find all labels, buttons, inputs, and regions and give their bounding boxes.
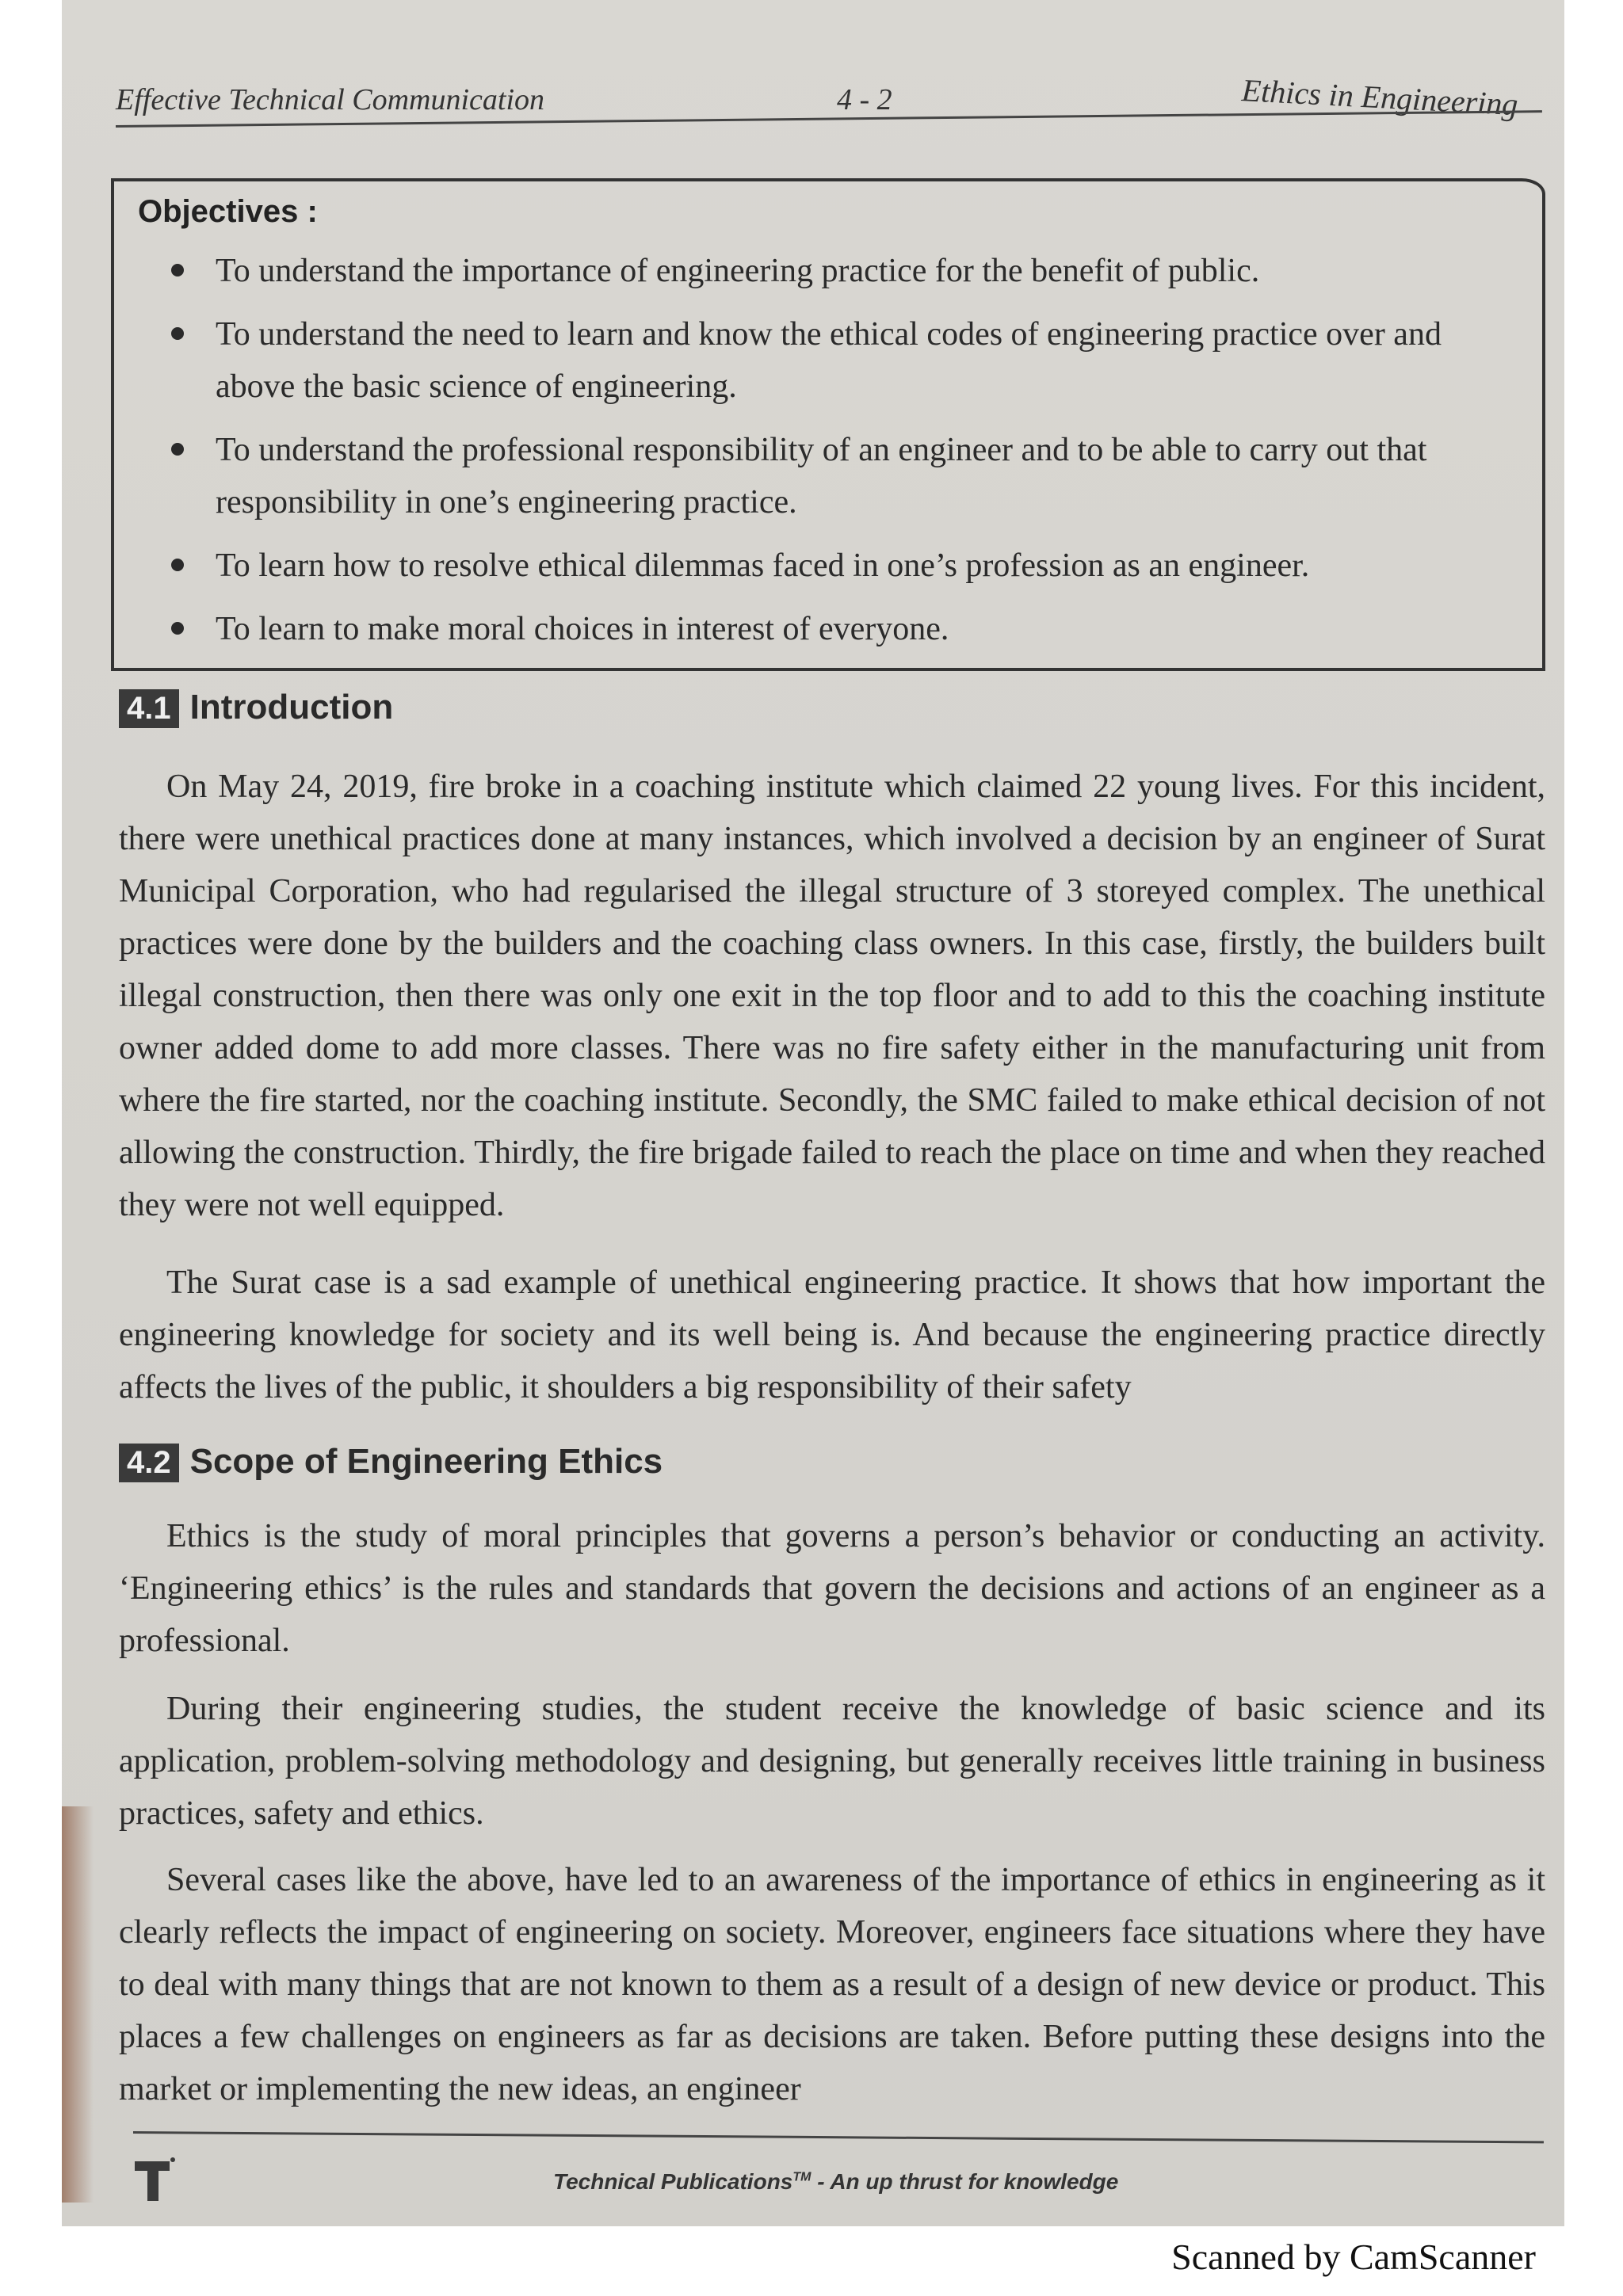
publisher-tagline: - An up thrust for knowledge (817, 2169, 1119, 2194)
book-title: Effective Technical Communication (116, 83, 545, 116)
objective-text: To learn how to resolve ethical dilemmas faced in one’s profession as an engineer. (216, 547, 1310, 584)
section-heading-introduction (119, 688, 393, 735)
objective-text: To learn to make moral choices in interest of everyone. (216, 611, 949, 647)
scanner-watermark: Scanned by CamScanner (1171, 2237, 1536, 2277)
objectives-title: Objectives : (138, 194, 318, 229)
bullet-icon (171, 443, 184, 456)
footer-rule (133, 2131, 1544, 2143)
bullet-icon (171, 264, 184, 277)
objectives-box (111, 178, 1545, 671)
objective-item (138, 424, 1517, 528)
objective-text: To understand the importance of engineering practice for the benefit of public. (216, 253, 1260, 289)
objective-item (138, 540, 1517, 592)
section-title: Introduction (189, 688, 394, 727)
publisher-name: Technical Publications (553, 2169, 793, 2194)
section-number: 4.2 (119, 1444, 179, 1482)
paragraph: Several cases like the above, have led to an awareness of the importance of ethics in engineering as it clearly reflects the impact of engineering on society. Moreover, engineers face situations where they have to deal with many things that are not known to them as a result of a design of new device or product. This places a few challenges on engineers as far as decisions are taken. Before putting these designs into the market or implementing the new ideas, an engineer (119, 1862, 1545, 2107)
objective-item (138, 308, 1517, 413)
footer-publisher (553, 2169, 1118, 2195)
scanned-page (62, 0, 1564, 2226)
paragraph: During their engineering studies, the student receive the knowledge of basic science and its application, problem-solving methodology and designing, but generally receives little training in business practices, safety and ethics. (119, 1691, 1545, 1832)
objectives-list (138, 245, 1517, 666)
objective-text: To understand the professional responsibility of an engineer and to be able to carry out that responsibility in one’s engineering practice. (216, 432, 1427, 521)
page-number: 4 - 2 (837, 83, 892, 116)
bullet-icon (171, 622, 184, 635)
objective-text: To understand the need to learn and know the ethical codes of engineering practice over and above the basic science of engineering. (216, 316, 1442, 405)
bullet-icon (171, 559, 184, 571)
paragraph: On May 24, 2019, fire broke in a coaching institute which claimed 22 young lives. For this incident, there were unethical practices done at many instances, which involved a decision by an engineer of Surat Municipal Corporation, who had regularised the illegal structure of 3 storeyed complex. The unethical practices were done by the builders and the coaching class owners. In this case, firstly, the builders built illegal construction, then there was only one exit in the top floor and to add to this the coaching institute owner added dome to add more classes. There was no fire safety either in the manufacturing unit from where the fire started, nor the coaching institute. Secondly, the SMC failed to make ethical decision of not allowing the construction. Thirdly, the fire brigade failed to reach the place on time and when they reached they were not well equipped. (119, 769, 1545, 1223)
publisher-logo-icon (132, 2155, 176, 2204)
section-heading-scope (119, 1442, 663, 1489)
trademark-mark: TM (792, 2170, 812, 2184)
finger-shadow (62, 1806, 94, 2203)
section-number: 4.1 (119, 689, 179, 728)
objective-item (138, 603, 1517, 655)
chapter-title: Ethics in Engineering (1240, 72, 1519, 123)
objective-item (138, 245, 1517, 297)
paragraph: The Surat case is a sad example of unethical engineering practice. It shows that how important the engineering knowledge for society and its well being is. And because the engineering practice directly affects the lives of the public, it shoulders a big responsibility of their safety (119, 1264, 1545, 1405)
bullet-icon (171, 327, 184, 340)
paragraph: Ethics is the study of moral principles that governs a person’s behavior or conducting an activity. ‘Engineering ethics’ is the rules and standards that govern the decisions and actions of an engineer as a professional. (119, 1518, 1545, 1659)
section-title: Scope of Engineering Ethics (189, 1442, 663, 1481)
